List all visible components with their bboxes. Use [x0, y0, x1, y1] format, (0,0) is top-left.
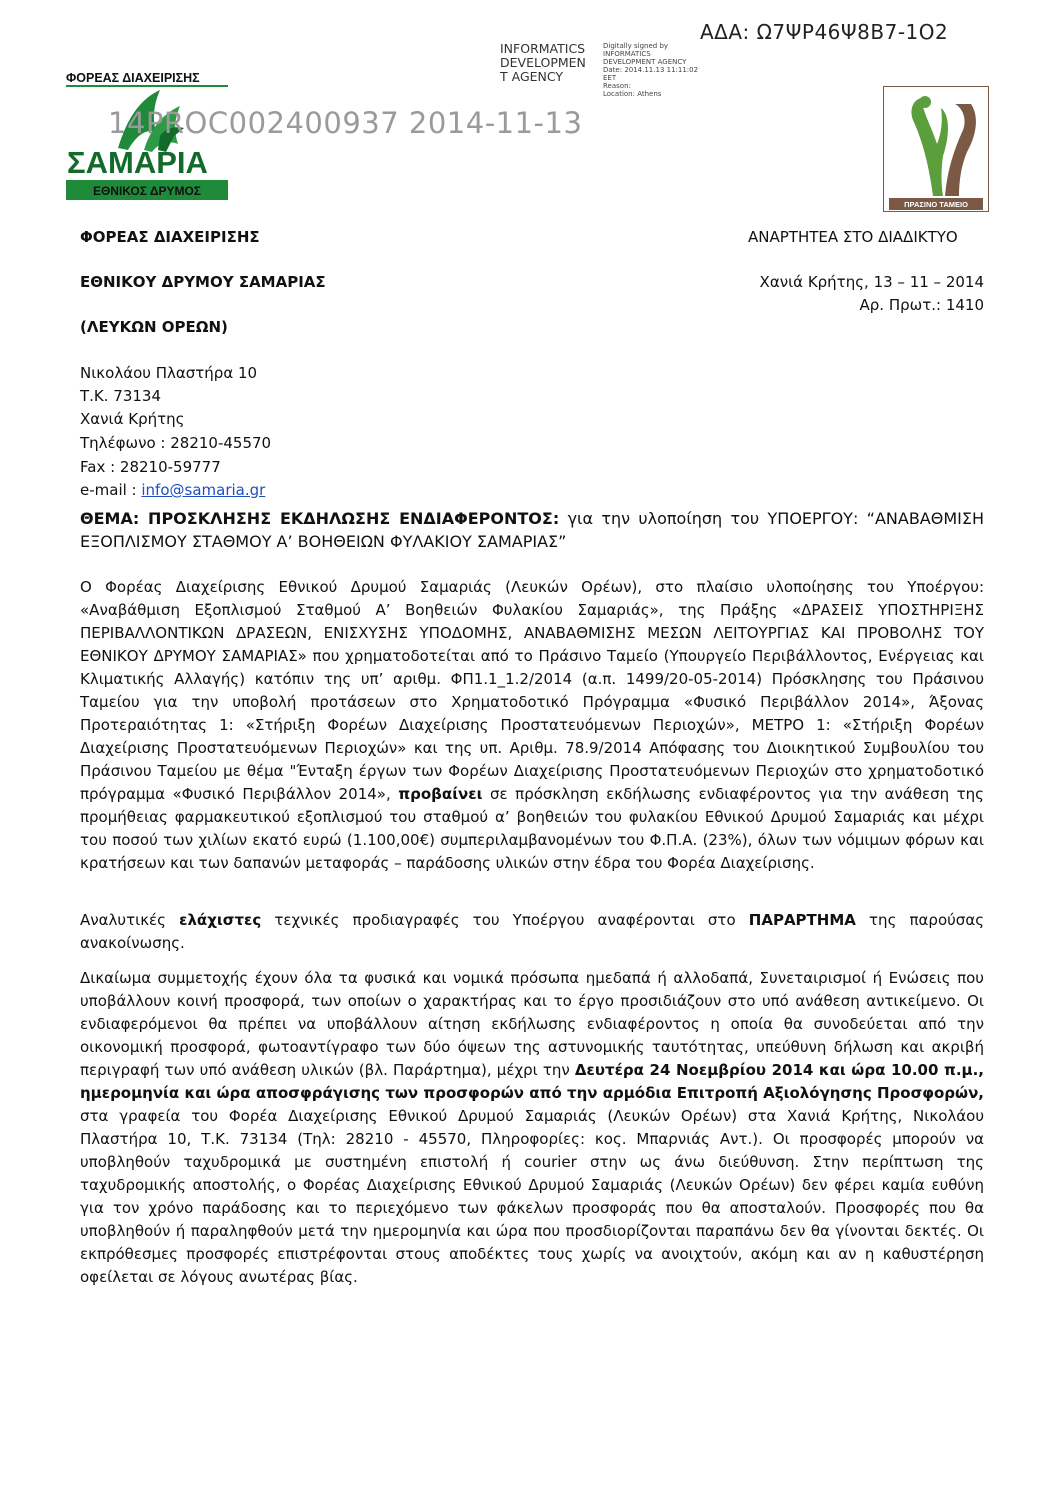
date: , 13 – 11 – 2014 [864, 273, 984, 291]
paragraph-3-text-2: στα γραφεία του Φορέα Διαχείρισης Εθνικού Δρυμού Σαμαριάς (Λευκών Ορέων) στα Χανιά Κρήτης, Νικολάου Πλαστήρα 10, Τ.Κ. 73134 (Τηλ: 28210 - 45570, Πληροφορίες: κος. Μπαρνιάς Αντ.). Οι προσφορές μπορούν να υποβληθούν ταχυδρομικά με συστημένη επιστολή ή courier στην ως άνω διεύθυνση. Στην περίπτωση της ταχυδρομικής αποστολής, ο Φορέας Διαχείρισης Εθνικού Δρυμού Σαμαριάς (Λευκών Ορέων) δεν φέρει καμία ευθύνη για τον χρόνο παράδοσης και το περιεχόμενο των φάκελων προσφοράς που θα αποσταλούν. Προσφορές που θα υποβληθούν ή παραληφθούν μετά την ημερομηνία και ώρα που προσδιορίζονται παραπάνω δεν θα γίνονται δεκτές. Οι εκπρόθεσμες προσφορές επιστρέφονται στους αποδέκτες τους χωρίς να ανοιχτούν, ακόμη και αν η καθυστέρηση οφείλεται σε λόγους ανωτέρας βίας. [80, 1107, 984, 1286]
address-postcode: Τ.Κ. 73134 [80, 387, 162, 405]
paragraph-3 [80, 967, 984, 1289]
paragraph-1 [80, 576, 984, 875]
paragraph-2-bold-2: ΠΑΡΑΡΤΗΜΑ [748, 911, 856, 929]
paragraph-3-text: Δικαίωμα συμμετοχής έχουν όλα τα φυσικά και νομικά πρόσωπα ημεδαπά ή αλλοδαπά, Συνεταιρισμοί ή Ενώσεις που υποβάλλουν κοινή προσφορά, των οποίων ο χαρακτήρας και το έργο προσιδιάζουν στο υπό ανάθεση αντικείμενο. Οι ενδιαφερόμενοι θα πρέπει να υποβάλλουν αίτηση εκδήλωσης ενδιαφέροντος η οποία θα συνοδεύεται από την οικονομική προσφορά, φωτοαντίγραφο των δύο όψεων της αστυνομικής ταυτότητας, υπεύθυνη δήλωση και ακριβή περιγραφή των υπό ανάθεση υλικών (βλ. Παράρτημα), μέχρι την [80, 969, 984, 1079]
paragraph-2-bold: ελάχιστες [179, 911, 262, 929]
protocol-stamp: 14PROC002400937 2014-11-13 [108, 106, 583, 140]
paragraph-2-text-3: της παρούσας ανακοίνωσης. [80, 911, 985, 952]
post-notice: ΑΝΑΡΤΗΤΕΑ ΣΤΟ ΔΙΑΔΙΚΤΥΟ [748, 228, 958, 246]
paragraph-2-text: Αναλυτικές [80, 911, 180, 929]
paragraph-1-text: Ο Φορέας Διαχείρισης Εθνικού Δρυμού Σαμαριάς (Λευκών Ορέων), στο πλαίσιο υλοποίησης του Υποέργου: «Αναβάθμιση Εξοπλισμού Σταθμού Α’ Βοηθειών Φυλακίου Σαμαριάς», της Πράξης «ΔΡΑΣΕΙΣ ΥΠΟΣΤΗΡΙΞΗΣ ΠΕΡΙΒΑΛΛΟΝΤΙΚΩΝ ΔΡΑΣΕΩΝ, ΕΝΙΣΧΥΣΗΣ ΥΠΟΔΟΜΗΣ, ΑΝΑΒΑΘΜΙΣΗΣ ΜΕΣΩΝ ΛΕΙΤΟΥΡΓΙΑΣ ΚΑΙ ΠΡΟΒΟΛΗΣ ΤΟΥ ΕΘΝΙΚΟΥ ΔΡΥΜΟΥ ΣΑΜΑΡΙΑΣ» που χρηματοδοτείται από το Πράσινο Ταμείο (Υπουργείο Περιβάλλοντος, Ενέργειας και Κλιματικής Αλλαγής) κατόπιν της υπ’ αριθμ. ΦΠ1.1_1.2/2014 (α.π. 1499/20-05-2014) Πρόσκλησης του Πράσινου Ταμείου για την υποβολή προτάσεων στο Χρηματοδοτικό Πρόγραμμα «Φυσικό Περιβάλλον 2014», Άξονας Προτεραιότητας 1: «Στήριξη Φορέων Διαχείρισης Προστατευόμενων Περιοχών», ΜΕΤΡΟ 1: «Στήριξη Φορέων Διαχείρισης Προστατευόμενων Περιοχών» και της υπ. Αριθμ. 78.9/2014 Απόφασης του Διοικητικού Συμβουλίου του Πράσινου Ταμείου με θέμα "Ένταξη έργων των Φορέων Διαχείρισης Προστατευόμενων Περιοχών στο χρηματοδοτικό πρόγραμμα «Φυσικό Περιβάλλον 2014», [80, 578, 984, 803]
signature-detail: INFORMATICS [603, 50, 651, 58]
signature-detail: Reason: [603, 82, 631, 90]
org-line-2: ΕΘΝΙΚΟΥ ΔΡΥΜΟΥ ΣΑΜΑΡΙΑΣ [80, 273, 326, 291]
subject-text: για την υλοποίηση του ΥΠΟΕΡΓΟΥ: “ΑΝΑΒΑΘΜΙΣΗ ΕΞΟΠΛΙΣΜΟΥ ΣΤΑΘΜΟΥ Α’ ΒΟΗΘΕΙΩΝ ΦΥΛΑΚΙΟΥ ΣΑΜΑΡΙΑΣ” [80, 509, 984, 551]
digital-signature-name [500, 42, 600, 84]
logo-banner-text: ΕΘΝΙΚΟΣ ΔΡΥΜΟΣ [92, 184, 202, 198]
signature-detail: Date: 2014.11.13 11:11:02 [603, 66, 699, 74]
signature-line: INFORMATICS [500, 41, 586, 56]
signature-detail: Location: Athens [603, 90, 662, 98]
logo-name: ΣΑΜΑΡΙΑ [67, 145, 208, 180]
date-line [760, 273, 984, 291]
email-label: e-mail : [80, 481, 142, 499]
org-line-1: ΦΟΡΕΑΣ ΔΙΑΧΕΙΡΙΣΗΣ [80, 228, 260, 246]
paragraph-3-bold: Δευτέρα 24 Νοεμβρίου 2014 και ώρα 10.00 π.μ., ημερομηνία και ώρα αποσφράγισης των προσφορών από την αρμόδια Επιτροπή Αξιολόγησης Προσφορών, [80, 1061, 984, 1102]
signature-detail: EET [603, 74, 617, 82]
place: Χανιά Κρήτης [759, 273, 865, 291]
address-street: Νικολάου Πλαστήρα 10 [80, 364, 258, 382]
digital-signature-details [603, 42, 723, 98]
signature-detail: DEVELOPMENT AGENCY [603, 58, 687, 66]
address-fax: Fax : 28210-59777 [80, 458, 221, 476]
logo-top-text: ΦΟΡΕΑΣ ΔΙΑΧΕΙΡΙΣΗΣ [66, 71, 200, 85]
email-link[interactable]: info@samaria.gr [141, 481, 266, 499]
address-phone: Τηλέφωνο : 28210-45570 [80, 434, 272, 452]
green-fund-logo [883, 86, 989, 212]
ada-code: ΑΔΑ: Ω7ΨΡ46Ψ8Β7-1Ο2 [700, 20, 949, 44]
signature-line: T AGENCY [500, 69, 564, 84]
subject-label: ΘΕΜΑ: ΠΡΟΣΚΛΗΣΗΣ ΕΚΔΗΛΩΣΗΣ ΕΝΔΙΑΦΕΡΟΝΤΟΣ: [80, 509, 560, 528]
signature-detail: Digitally signed by [603, 42, 669, 50]
paragraph-2 [80, 909, 984, 955]
paragraph-2-text-2: τεχνικές προδιαγραφές του Υποέργου αναφέρονται στο [261, 911, 749, 929]
paragraph-1-text-2: σε πρόσκληση εκδήλωσης ενδιαφέροντος για την ανάθεση της προμήθειας φαρμακευτικού εξοπλισμού του σταθμού α’ βοηθειών του φυλακίου Εθνικού Δρυμού Σαμαριάς και μέχρι του ποσού των χιλίων εκατό ευρώ (1.100,00€) συμπεριλαμβανομένων του Φ.Π.Α. (23%), όλων των νόμιμων φόρων και κρατήσεων και των δαπανών μεταφοράς – παράδοσης υλικών στην έδρα του Φορέα Διαχείρισης. [80, 785, 984, 872]
paragraph-1-bold: προβαίνει [398, 785, 483, 803]
signature-line: DEVELOPMEN [500, 55, 586, 70]
org-line-3: (ΛΕΥΚΩΝ ΟΡΕΩΝ) [80, 318, 228, 336]
protocol-number: Αρ. Πρωτ.: 1410 [859, 296, 984, 314]
address-email [80, 481, 265, 499]
address-city: Χανιά Κρήτης [80, 410, 185, 428]
subject [80, 507, 984, 553]
logo-caption: ΠΡΑΣΙΝΟ ΤΑΜΕΙΟ [904, 200, 968, 209]
